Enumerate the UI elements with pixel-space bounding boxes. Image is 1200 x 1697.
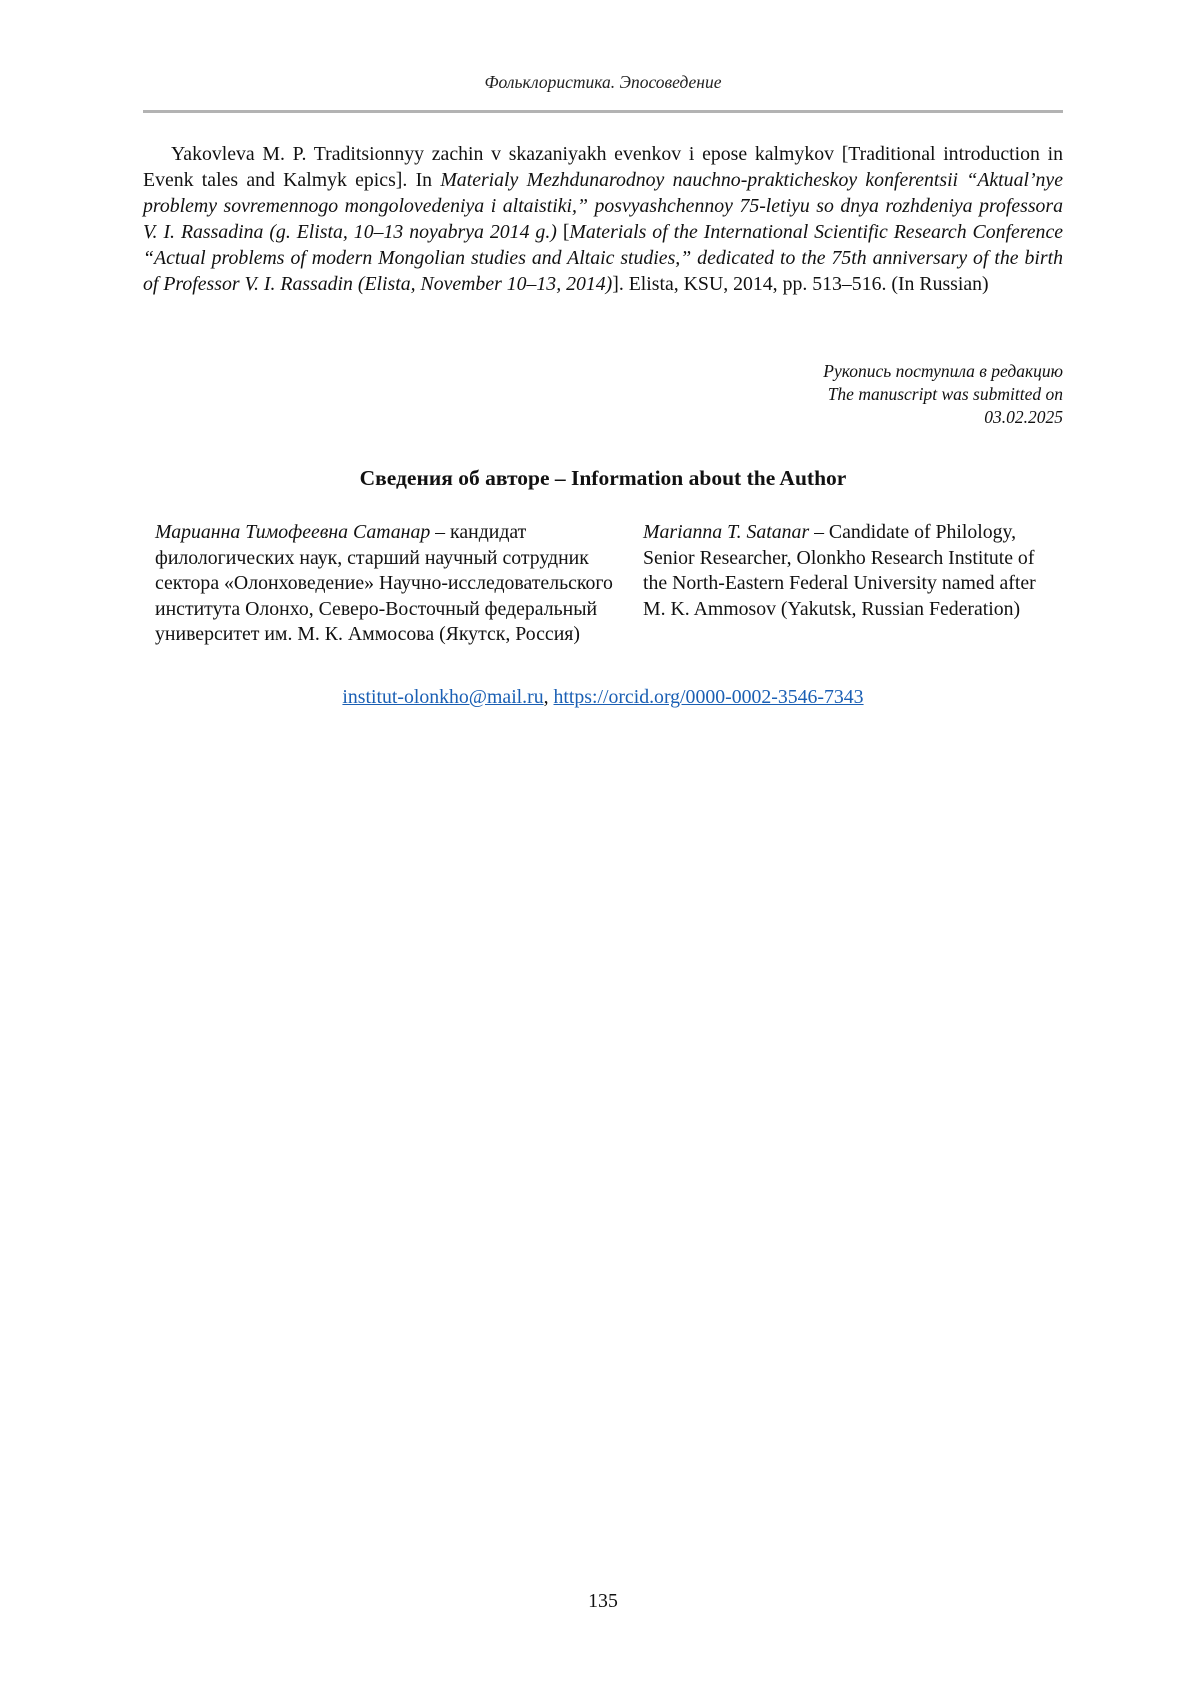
received-date: 03.02.2025 — [984, 407, 1063, 427]
reference-publication: ]. Elista, KSU, 2014, pp. 513–516. (In Russian) — [612, 273, 989, 295]
author-info-ru — [155, 520, 625, 648]
author-contacts — [143, 686, 1063, 709]
reference-text: Yakovleva M. P. Traditsionnyy zachin v skazaniyakh evenkov i epose kalmykov [Traditional introduction in Evenk tales and Kalmyk epics]. In — [143, 143, 1063, 191]
running-head: Фольклористика. Эпосоведение — [484, 72, 722, 92]
received-note-en: The manuscript was submitted on — [827, 384, 1063, 404]
author-section-title: Сведения об авторе – Information about the Author — [359, 466, 847, 490]
orcid-link[interactable]: https://orcid.org/0000-0002-3546-7343 — [553, 686, 864, 708]
author-name-ru: Марианна Тимофеевна Сатанар — [155, 521, 431, 543]
received-note-ru: Рукопись поступила в редакцию — [823, 361, 1063, 381]
author-details-en: – Candidate of Philology, Senior Researcher, Olonkho Research Institute of the North-Eastern Federal University named after M. K. Ammosov (Yakutsk, Russian Federation) — [643, 521, 1036, 620]
reference-source-original: Materialy Mezhdunarodnoy nauchno-prakticheskoy konferentsii “Aktual’nye problemy sovremennogo mongolovedeniya i altaistiki,” posvyashchennoy 75-letiyu so dnya rozhdeniya professora V. I. Rassadina (g. Elista, 10–13 noyabrya 2014 g.) — [143, 169, 1063, 243]
received-note — [823, 360, 1063, 429]
reference-entry — [143, 141, 1063, 297]
email-link[interactable]: institut-olonkho@mail.ru — [342, 686, 544, 708]
header-rule — [143, 110, 1063, 113]
author-name-en: Marianna T. Satanar — [643, 521, 810, 543]
reference-bracket-open: [ — [556, 221, 570, 243]
reference-source-translation: Materials of the International Scientific Research Conference “Actual problems of modern Mongolian studies and Altaic studies,” dedicated to the 75th anniversary of the birth of Professor V. I. Rassadin (Elista, November 10–13, 2014) — [143, 221, 1063, 295]
contacts-separator: , — [543, 686, 554, 708]
page-number: 135 — [588, 1590, 618, 1612]
author-details-ru: – кандидат филологических наук, старший научный сотрудник сектора «Олонховедение» Научно-исследовательского института Олонхо, Северо-Восточный федеральный университет им. М. К. Аммосова (Якутск, Россия) — [155, 521, 613, 645]
author-info-en — [643, 520, 1063, 622]
